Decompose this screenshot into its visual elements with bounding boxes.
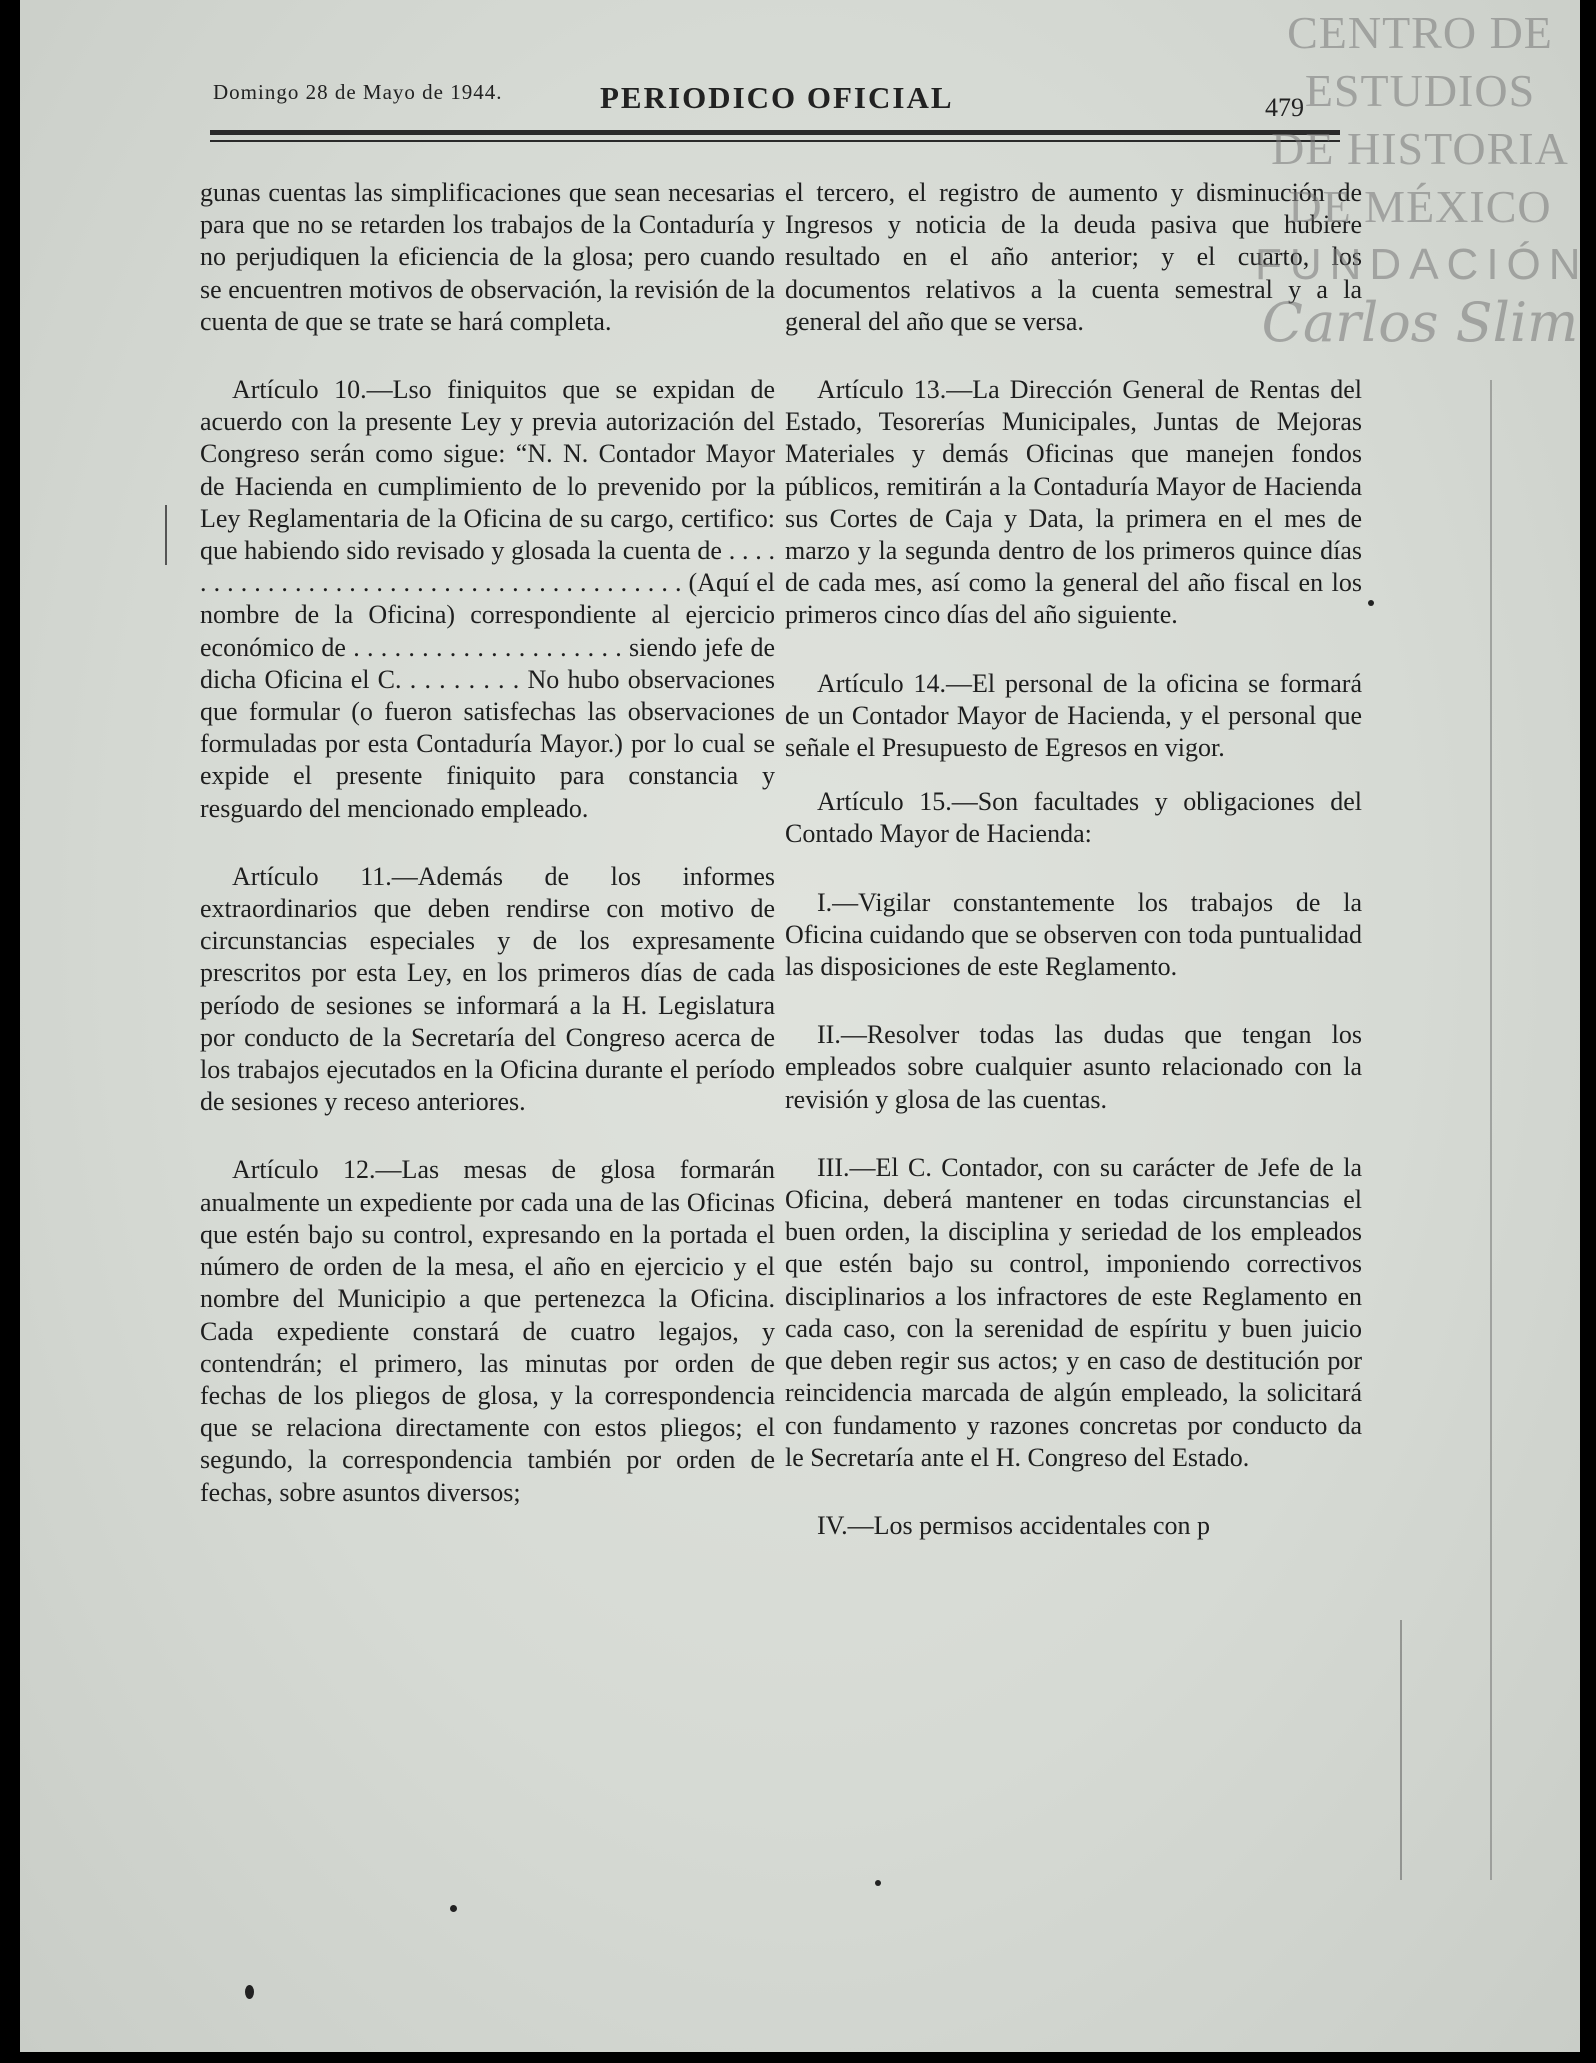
speck <box>1368 600 1374 606</box>
clause-iv: IV.—Los permisos accidentales con p <box>817 1510 1211 1540</box>
left-paragraph-1: gunas cuentas las simplificaciones que sean necesarias para que no se retarden los trabajos de la Contaduría y no perjudiquen la eficiencia de la glosa; pero cuando se encuentren motivos de observación, la revisión de la cuenta de que se trate se hará completa. <box>200 178 775 336</box>
article-12: Artículo 12.—Las mesas de glosa formarán anualmente un expediente por cada una de las Oficinas que estén bajo su control, expresando en la portada el número de orden de la mesa, el año en ejercicio y el nombre del Municipio a que pertenezca la Oficina. Cada expediente constará de cuatro legajos, y contendrán; el primero, las minutas por orden de fechas de los pliegos de glosa, y la correspondencia que se relaciona directamente con estos pliegos; el segundo, la correspondencia también por orden de fechas, sobre asuntos diversos; <box>200 1155 775 1507</box>
header-title: PERIODICO OFICIAL <box>600 80 954 115</box>
clause-i: I.—Vigilar constantemente los trabajos de la Oficina cuidando que se observen con toda puntualidad las disposiciones de este Reglamento. <box>785 887 1362 982</box>
watermark-line-1: CENTRO DE <box>1287 7 1553 58</box>
left-column <box>200 177 775 1509</box>
clause-ii: II.—Resolver todas las dudas que tengan los empleados sobre cualquier asunto relacionado con la revisión y glosa de las cuentas. <box>785 1020 1362 1114</box>
watermark <box>1255 4 1589 354</box>
scratch <box>1400 1620 1402 1880</box>
scratch <box>1490 380 1492 1880</box>
header-rule-thin <box>210 140 1340 142</box>
watermark-line-2: ESTUDIOS <box>1304 65 1536 116</box>
watermark-line-4: DE MÉXICO <box>1288 181 1552 232</box>
scratch <box>165 505 167 565</box>
watermark-line-3: DE HISTORIA <box>1271 123 1569 174</box>
watermark-line-5: FUNDACIÓN <box>1255 240 1589 289</box>
speck <box>245 1985 254 1999</box>
speck <box>450 1905 457 1912</box>
article-15: Artículo 15.—Son facultades y obligaciones del Contado Mayor de Hacienda: <box>785 787 1362 849</box>
article-13: Artículo 13.—La Dirección General de Rentas del Estado, Tesorerías Municipales, Juntas de Mejoras Materiales y demás Oficinas que manejen fondos públicos, remitirán a la Contaduría Mayor de Hacienda sus Cortes de Caja y Data, la primera en el mes de marzo y la segunda dentro de los primeros quince días de cada mes, así como la general del año fiscal en los primeros cinco días del año siguiente. <box>785 375 1362 630</box>
right-paragraph-1: el tercero, el registro de aumento y disminución de Ingresos y noticia de la deuda pasiva que hubiere resultado en el año anterior; y el cuarto, los documentos relativos a la cuenta semestral y a la general del año que se versa. <box>785 178 1362 336</box>
watermark-signature: Carlos Slim <box>1261 291 1579 354</box>
right-column <box>785 177 1362 1542</box>
article-11: Artículo 11.—Además de los informes extraordinarios que deben rendirse con motivo de circunstancias especiales y de los expresamente prescritos por esta Ley, en los primeros días de cada período de sesiones se informará a la H. Legislatura por conducto de la Secretaría del Congreso acerca de los trabajos ejecutados en la Oficina durante el período de sesiones y receso anteriores. <box>200 861 775 1117</box>
article-14: Artículo 14.—El personal de la oficina se formará de un Contador Mayor de Hacienda, y el personal que señale el Presupuesto de Egresos en vigor. <box>785 668 1362 763</box>
page-number: 479 <box>1265 93 1304 122</box>
article-10: Artículo 10.—Lso finiquitos que se expidan de acuerdo con la presente Ley y previa autorización del Congreso serán como sigue: “N. N. Contador Mayor de Hacienda en cumplimiento de lo prevenido por la Ley Reglamentaria de la Oficina de su cargo, certifico: que habiendo sido revisado y glosada la cuenta de . . . . . . . . . . . . . . . . . . . . . . . . . . . . . . . . . . . . . . . . (Aquí el nombre de la Oficina) correspondiente al ejercicio económico de . . . . . . . . . . . . . . . . . . . . siendo jefe de dicha Oficina el C. . . . . . . . . No hubo observaciones que formular (o fueron satisfechas las observaciones formuladas por esta Contaduría Mayor.) por lo cual se expide el presente finiquito para constancia y resguardo del mencionado empleado. <box>200 375 775 823</box>
clause-iii: III.—El C. Contador, con su carácter de Jefe de la Oficina, deberá mantener en todas circunstancias el buen orden, la disciplina y seriedad de los empleados que estén bajo su control, imponiendo correctivos disciplinarios a los infractores de este Reglamento en cada caso, con la serenidad de espíritu y buen juicio que deben regir sus actos; y en caso de destitución por reincidencia marcada de algún empleado, la solicitará con fundamento y razones concretas por conducto da le Secretaría ante el H. Congreso del Estado. <box>785 1152 1362 1472</box>
header-rule-thick <box>210 130 1340 135</box>
speck <box>875 1880 881 1886</box>
header-date: Domingo 28 de Mayo de 1944. <box>213 80 503 104</box>
